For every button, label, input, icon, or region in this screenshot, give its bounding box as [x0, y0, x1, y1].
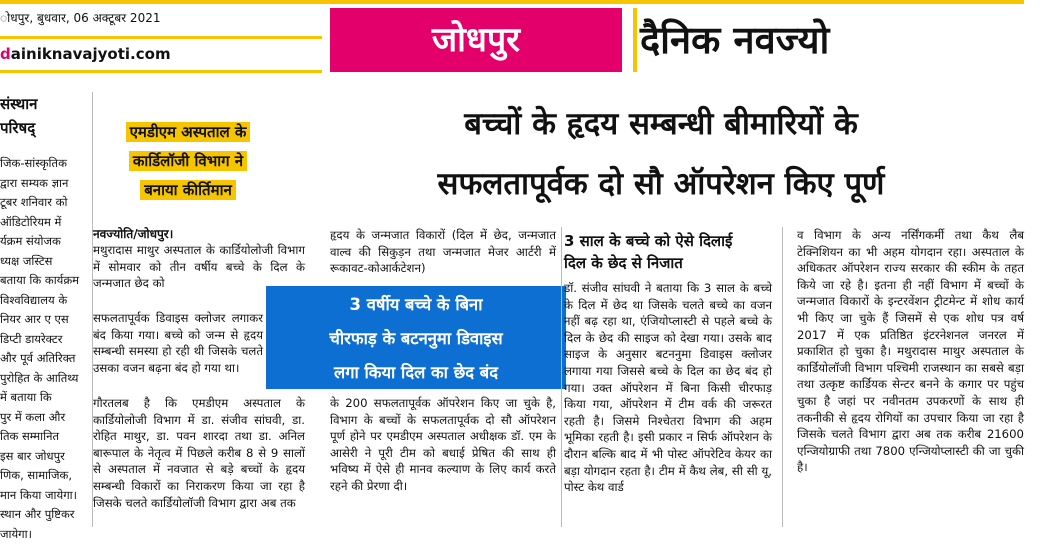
- subheading-line: 3 साल के बच्चे को ऐसे दिलाई: [564, 230, 784, 252]
- left-column-line: द्वारा सम्यक ज्ञान: [0, 174, 88, 194]
- left-column-line: विश्वविद्यालय के: [0, 291, 88, 311]
- article-headline: [298, 94, 1024, 220]
- masthead-divider: [0, 70, 322, 73]
- left-column-article: [0, 92, 88, 527]
- left-column-line: मान किया जायेगा।: [0, 486, 88, 506]
- left-column-line: ध्यक्ष जस्टिस: [0, 252, 88, 272]
- left-column-line: में बताया कि: [0, 388, 88, 408]
- article-paragraph: के 200 सफलतापूर्वक ऑपरेशन किए जा चुके है, विभाग के बच्चों के सफलतापूर्वक दो सौ ऑपरेशन पूर्ण होने पर एमडीएम अस्पताल अधीक्षक डॉ. एम के आसेरी ने पूरी टीम को बधाई प्रेषित की साथ ही भविष्य में ऐसे ही मानव कल्याण के लिए कार्य करते रहने की प्रेरणा दी।: [330, 395, 556, 527]
- website-url-prefix: d: [0, 45, 11, 63]
- article-paragraph: व विभाग के अन्य नर्सिंगकर्मी तथा कैथ लैब टेक्निशियन का भी अहम योगदान रहा। अस्पताल के अधिकतर ऑपरेशन राज्य सरकार की स्कीम के तहत किये जा रहे है। इतना ही नहीं विभाग में बच्चों के जन्मजात विकारों के इन्टरवेंशन ट्रीटमेन्ट में शोध कार्य भी किए जा चुके हैं जिसमें से एक शोध पत्र वर्ष 2017 में एक प्रतिष्ठित इंटरनेशनल जनरल में प्रकाशित हो चुका है। मथुरादास माथुर अस्पताल के कार्डियोलॉजी विभाग पश्चिमी राजस्थान का सबसे बड़ा तथा उत्कृष्ट कार्डियक सेन्टर बनने के कगार पर पहुंच चुका है जहां पर नवीनतम उपकरणों के साथ ही तकनीकी से हृदय रोगियों का उपचार किया जा रहा है जिसके चलते विभाग द्वारा अब तक करीब 21600 एन्जियोग्राफी तथा 7800 एन्जियोप्लास्टी की जा चुकी है।: [797, 227, 1024, 527]
- city-banner: जोधपुर: [330, 8, 622, 72]
- left-column-line: पुरोहित के आतिथ्य: [0, 369, 88, 389]
- callout-line: चीरफाड़ के बटननुमा डिवाइस: [266, 322, 566, 356]
- article-paragraph: सफलतापूर्वक डिवाइस क्लोजर लगाकर बंद किया गया। बच्चे को जन्म से हृदय सम्बन्धी समस्या हो रही थी जिसके चलते उसका वजन बढ़ना बंद हो गया था।: [93, 310, 263, 395]
- left-column-heading: संस्थान: [0, 92, 88, 116]
- left-column-line: तिक सम्मानित: [0, 427, 88, 447]
- article-paragraph: डॉ. संजीव सांघवी ने बताया कि 3 साल के बच्चे के दिल में छेद था जिसके चलते बच्चे का वजन नहीं बढ़ रहा था, एंजियोप्लास्टी से पहले बच्चे के दिल के छेद की साइज को देखा गया। उसके बाद साइज के अनुसार बटननुमा डिवाइस क्लोजर लगाया गया जिससे बच्चे के दिल का छेद बंद हो गया। उक्त ऑपरेशन में बिना किसी चीरफाड़ किया गया, ऑपरेशन में टीम वर्क की जरूरत रहती है। जिसमे निश्चेतरा विभाग की अहम भूमिका रहती है। इसी प्रकार न सिर्फ ऑपरेशन के दौरान बल्कि बाद में भी पोस्ट ऑपरेटिव केयर का बड़ा योगदान रहता है। टीम में कैथ लेब, सी सी यू, पोस्ट केथ वार्ड: [564, 280, 772, 527]
- masthead-top-strip: [0, 0, 1024, 4]
- left-column-line: पुर में कला और: [0, 408, 88, 428]
- left-column-line: जायेगा।: [0, 525, 88, 544]
- column-divider: [561, 227, 562, 527]
- subheading-line: दिल के छेद से निजात: [564, 252, 784, 274]
- left-column-line: बताया कि कार्यक्रम: [0, 271, 88, 291]
- article-paragraph: मथुरादास माथुर अस्पताल के कार्डियोलोजी विभाग में सोमवार को तीन वर्षीय बच्चे के दिल के जन्मजात छेद को: [93, 242, 305, 310]
- left-column-line: नियर आर ए एस: [0, 310, 88, 330]
- article-paragraph: हृदय के जन्मजात विकारों (दिल में छेद, जन्मजात वाल्व की सिकुड़न तथा जन्मजात मेजर आर्टरी में रूकावट-कोआर्कटेशन): [330, 227, 556, 279]
- callout-line: लगा किया दिल का छेद बंद: [266, 356, 566, 390]
- left-column-heading: परिषद्: [0, 116, 88, 140]
- callout-line: 3 वर्षीय बच्चे के बिना: [266, 288, 566, 322]
- website-url-rest: ainiknavajyoti.com: [11, 45, 171, 63]
- column-divider: [782, 227, 783, 527]
- deck-line: कार्डिलॉजी विभाग ने: [129, 151, 247, 171]
- dateline: ोधपुर, बुधवार, 06 अक्टूबर 2021: [0, 10, 320, 26]
- headline-line: सफलतापूर्वक दो सौ ऑपरेशन किए पूर्ण: [298, 154, 1024, 214]
- left-column-line: णिक, सामाजिक,: [0, 466, 88, 486]
- left-column-line: स्थान और पुष्टिकर: [0, 505, 88, 525]
- left-column-line: डिप्टी डायरेक्टर: [0, 330, 88, 350]
- left-column-line: ऑडिटोरियम में: [0, 213, 88, 233]
- left-column-line: जिक-सांस्कृतिक: [0, 154, 88, 174]
- left-column-line: और पूर्व अतिरिक्त: [0, 349, 88, 369]
- website-url[interactable]: [0, 44, 320, 64]
- article-deck: [93, 118, 283, 208]
- callout-box: [266, 286, 566, 389]
- headline-line: बच्चों के हृदय सम्बन्धी बीमारियों के: [298, 94, 1024, 154]
- newspaper-brand: दैनिक नवज्यो: [640, 10, 1040, 70]
- article-paragraph: गौरतलब है कि एमडीएम अस्पताल के कार्डियोलोजी विभाग में डा. संजीव सांघवी, डा. रोहित माथुर, डा. पवन शारदा तथा डा. अनिल बारूपाल के नेतृत्व में पिछले करीब 8 से 9 सालों से अस्पताल में नवजात से बड़े बच्चों के हृदय सम्बन्धी विकारों का निराकरण किया जा रहा है जिसके चलते कार्डियोलॉजी विभाग द्वारा अब तक: [93, 395, 305, 527]
- left-column-line: टूबर शनिवार को: [0, 193, 88, 213]
- deck-line: बनाया कीर्तिमान: [140, 180, 236, 200]
- deck-line: एमडीएम अस्पताल के: [126, 122, 251, 142]
- byline: नवज्योति/जोधपुर।: [93, 226, 283, 242]
- left-column-line: इस बार जोधपुर: [0, 447, 88, 467]
- brand-divider: [633, 8, 637, 72]
- left-column-line: र्यक्रम संयोजक: [0, 232, 88, 252]
- article-subheading: [564, 230, 784, 276]
- masthead-divider: [0, 36, 322, 39]
